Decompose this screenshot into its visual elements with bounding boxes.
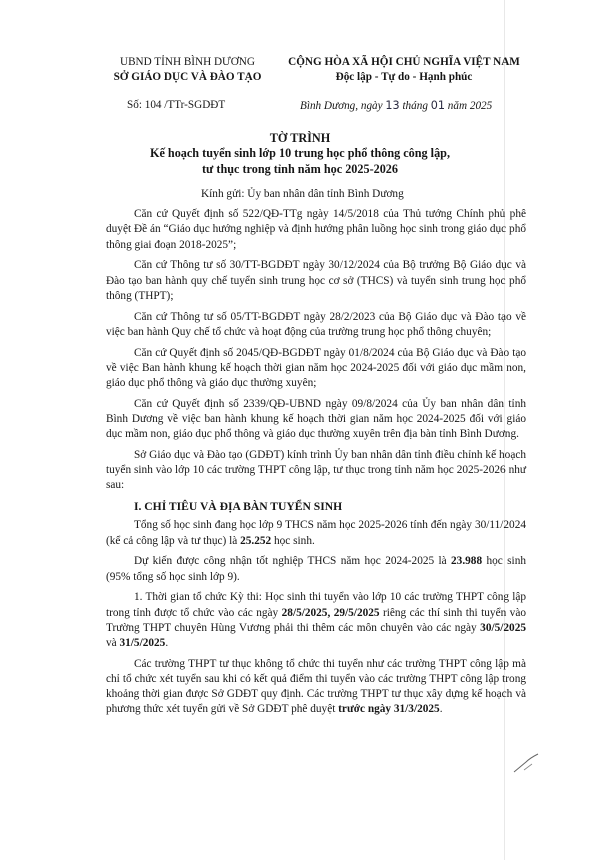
para10-text-c: . — [439, 703, 443, 716]
legal-basis-3: Căn cứ Thông tư số 05/TT-BGDĐT ngày 28/2/2023 của Bộ Giáo dục và Đào tạo về việc ban hành Quy chế tổ chức và hoạt động của trường trung học phổ thông chuyên; — [106, 310, 526, 338]
document-body — [106, 187, 526, 723]
subtitle-2-year: 2025-2026 — [345, 161, 398, 176]
initial-mark-icon — [512, 752, 542, 774]
para7-text-a: Tổng số học sinh đang học lớp 9 THCS năm học 2025-2026 tính đến ngày 30/11/2024 (kể cả công lập và tư thục) là — [106, 519, 526, 547]
specialized-exam-date-2: 31/5/2025 — [119, 637, 166, 650]
legal-basis-4: Căn cứ Quyết định số 2045/QĐ-BGDĐT ngày 01/8/2024 của Bộ Giáo dục và Đào tạo về việc Ban hành khung kế hoạch thời gian năm học 2024-2025 đối với giáo dục mầm non, giáo dục phổ thông và giáo dục thường xuyên; — [106, 346, 526, 390]
graduation-paragraph — [106, 554, 526, 584]
title-block — [100, 130, 500, 177]
issuer-line-2: SỞ GIÁO DỤC VÀ ĐÀO TẠO — [113, 71, 262, 83]
exam-schedule-paragraph — [106, 590, 526, 651]
student-total-paragraph — [106, 518, 526, 548]
specialized-exam-date-1: 30/5/2025 — [480, 621, 526, 634]
para7-text-c: học sinh. — [271, 534, 315, 547]
date-suffix: năm 2025 — [444, 100, 493, 112]
para10-text-a: Các trường THPT tư thục không tổ chức thi tuyển như các trường THPT công lập mà chỉ tổ chức xét tuyển sau khi có kết quả điểm thi tuyển vào các trường THPT công lập trong khoảng thời gian được Sở GDĐT quy định. Các trường THPT tư thục xây dựng kế hoạch và phương thức xét tuyển gửi về Sở GDĐT phê duyệt — [106, 657, 526, 716]
date-month: 01 — [430, 99, 445, 112]
document-title: TỜ TRÌNH — [269, 131, 331, 145]
exam-dates: 28/5/2025, 29/5/2025 — [281, 606, 380, 619]
legal-basis-5: Căn cứ Quyết định số 2339/QĐ-UBND ngày 09/8/2024 của Ủy ban nhân dân tỉnh Bình Dương về việc ban hành khung kế hoạch thời gian năm học 2024-2025 đối với giáo dục mầm non, giáo dục phổ thông và giáo dục thường xuyên trên địa bàn tỉnh Bình Dương. — [106, 397, 526, 441]
submission-paragraph: Sở Giáo dục và Đào tạo (GDĐT) kính trình Ủy ban nhân dân tỉnh điều chỉnh kế hoạch tuyển sinh vào lớp 10 các trường THPT công lập, tư thục trong tỉnh năm học 2025-2026 như sau: — [106, 449, 526, 492]
issuer-line-1: UBND TỈNH BÌNH DƯƠNG — [120, 56, 255, 68]
date-prefix: Bình Dương, ngày — [300, 100, 386, 112]
para9-text-e: và — [106, 637, 120, 650]
graduation-value: 23.988 — [451, 555, 483, 568]
document-number: Số: 104 /TTr-SGDĐT — [127, 99, 226, 111]
legal-basis-2: Căn cứ Thông tư số 30/TT-BGDĐT ngày 30/12/2024 của Bộ trưởng Bộ Giáo dục và Đào tạo ban hành quy chế tuyển sinh trung học cơ sở (THCS) và tuyển sinh trung học phổ thông (THPT); — [106, 259, 526, 302]
para9-text-a: 1. Thời gian tổ chức Kỳ thi: Học sinh thi tuyển vào lớp 10 các trường THPT công lập trong tỉnh được tổ chức vào các ngày — [106, 591, 526, 619]
national-motto: Độc lập - Tự do - Hạnh phúc — [335, 71, 473, 83]
legal-basis-1: Căn cứ Quyết định số 522/QĐ-TTg ngày 14/5/2018 của Thủ tướng Chính phủ phê duyệt Đề án “Giáo dục hướng nghiệp và định hướng phân luồng học sinh trong giáo dục phổ thông giai đoạn 2018-2025”; — [106, 208, 526, 251]
issuer-header — [100, 55, 275, 85]
section-heading-1: I. CHỈ TIÊU VÀ ĐỊA BÀN TUYỂN SINH — [134, 500, 343, 514]
document-subtitle-1: Kế hoạch tuyển sinh lớp 10 trung học phổ thông công lập, — [150, 146, 450, 160]
national-header — [278, 55, 530, 85]
para9-text-c: riêng các thí sinh thi tuyển vào Trường THPT chuyên Hùng Vương phải thi thêm các môn chuyên vào các ngày — [106, 606, 526, 634]
document-date — [300, 99, 492, 112]
national-title: CỘNG HÒA XÃ HỘI CHỦ NGHĨA VIỆT NAM — [288, 56, 520, 68]
date-day: 13 — [385, 99, 400, 112]
para8-text-a: Dự kiến được công nhận tốt nghiệp THCS năm học 2024-2025 là — [134, 555, 452, 568]
document-subtitle-2 — [100, 162, 500, 178]
para9-text-g: . — [165, 637, 169, 650]
date-mid: tháng — [399, 100, 431, 112]
student-total-value: 25.252 — [240, 534, 272, 547]
private-school-paragraph — [106, 657, 526, 718]
deadline-text: trước ngày 31/3/2025 — [338, 703, 440, 716]
para8-text-c: học sinh (95% tổng số học sinh lớp 9). — [106, 555, 526, 583]
recipient-line: Kính gửi: Ủy ban nhân dân tỉnh Bình Dương — [201, 188, 404, 200]
subtitle-2-text: tư thục trong tỉnh năm học — [201, 161, 346, 176]
